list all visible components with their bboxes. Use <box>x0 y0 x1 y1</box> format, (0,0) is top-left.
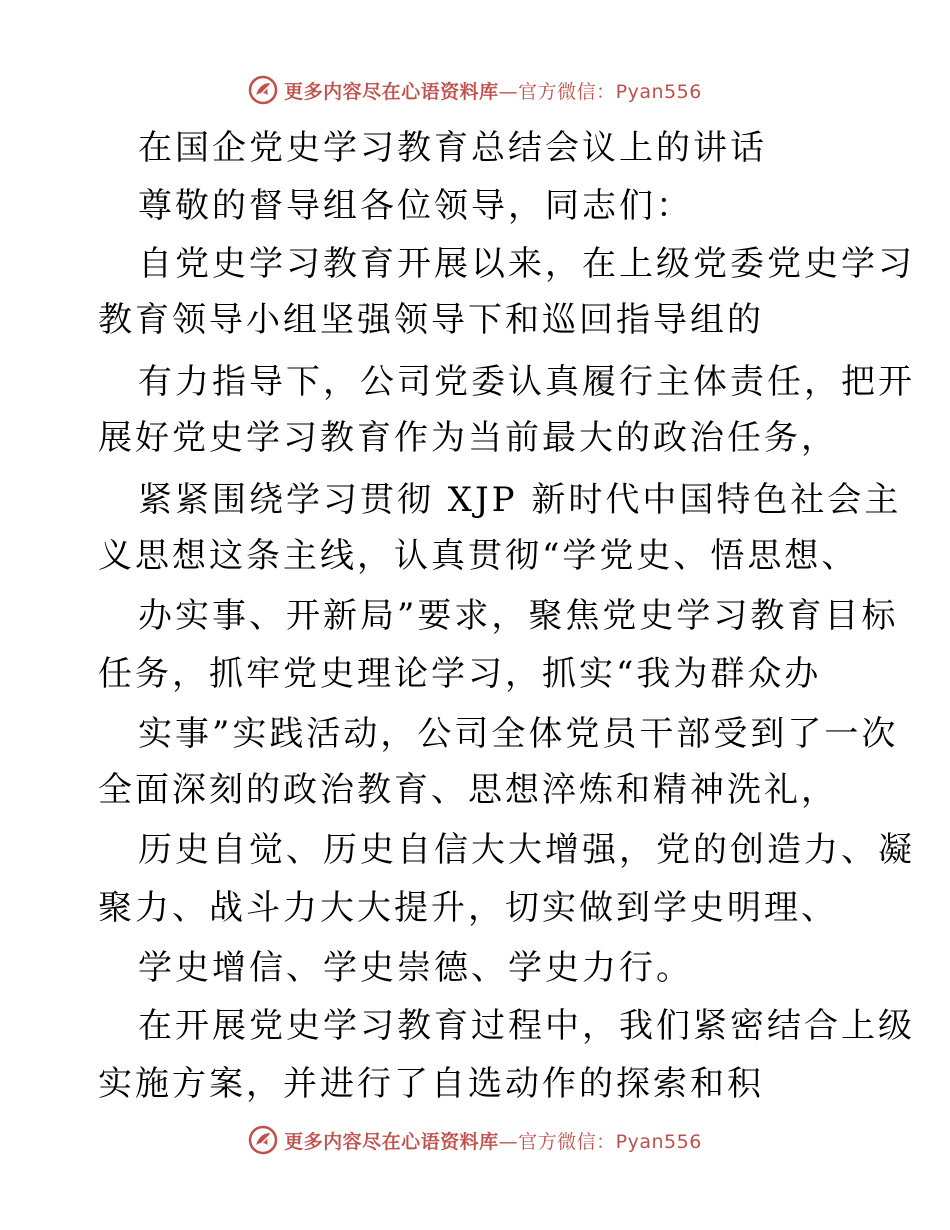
salutation: 尊敬的督导组各位领导，同志们： <box>138 186 693 226</box>
header-watermark <box>0 72 950 108</box>
paragraph-line: 学史增信、学史崇德、学史力行。 <box>138 948 693 988</box>
paragraph-line: 办实事、开新局”要求，聚焦党史学习教育目标 <box>138 596 899 636</box>
document-title: 在国企党史学习教育总结会议上的讲话 <box>138 128 767 168</box>
paragraph-line: 任务，抓牢党史理论学习，抓实“我为群众办 <box>98 654 822 694</box>
brand-logo-icon <box>248 1125 278 1155</box>
paragraph-line: 全面深刻的政治教育、思想淬炼和精神洗礼， <box>98 770 838 810</box>
paragraph-line: 在开展党史学习教育过程中，我们紧密结合上级 <box>138 1006 915 1046</box>
paragraph-line: 教育领导小组坚强领导下和巡回指导组的 <box>98 300 764 340</box>
paragraph-line: 实施方案，并进行了自选动作的探索和积 <box>98 1064 764 1104</box>
paragraph-line: 自党史学习教育开展以来，在上级党委党史学习 <box>138 244 915 284</box>
brand-logo-icon <box>248 75 278 105</box>
paragraph-line: 展好党史学习教育作为当前最大的政治任务， <box>98 418 838 458</box>
watermark-text: 更多内容尽在心语资料库—官方微信：Pyan556 <box>284 80 702 103</box>
paragraph-line: 聚力、战斗力大大提升，切实做到学史明理、 <box>98 888 838 928</box>
footer-watermark <box>0 1122 950 1158</box>
paragraph-line: 实事”实践活动，公司全体党员干部受到了一次 <box>138 714 899 754</box>
paragraph-line: 义思想这条主线，认真贯彻“学党史、悟思想、 <box>98 536 859 576</box>
paragraph-line: 紧紧围绕学习贯彻 XJP 新时代中国特色社会主 <box>138 480 902 520</box>
paragraph-line: 历史自觉、历史自信大大增强，党的创造力、凝 <box>138 830 915 870</box>
watermark-text: 更多内容尽在心语资料库—官方微信：Pyan556 <box>284 1130 702 1153</box>
paragraph-line: 有力指导下，公司党委认真履行主体责任，把开 <box>138 362 915 402</box>
